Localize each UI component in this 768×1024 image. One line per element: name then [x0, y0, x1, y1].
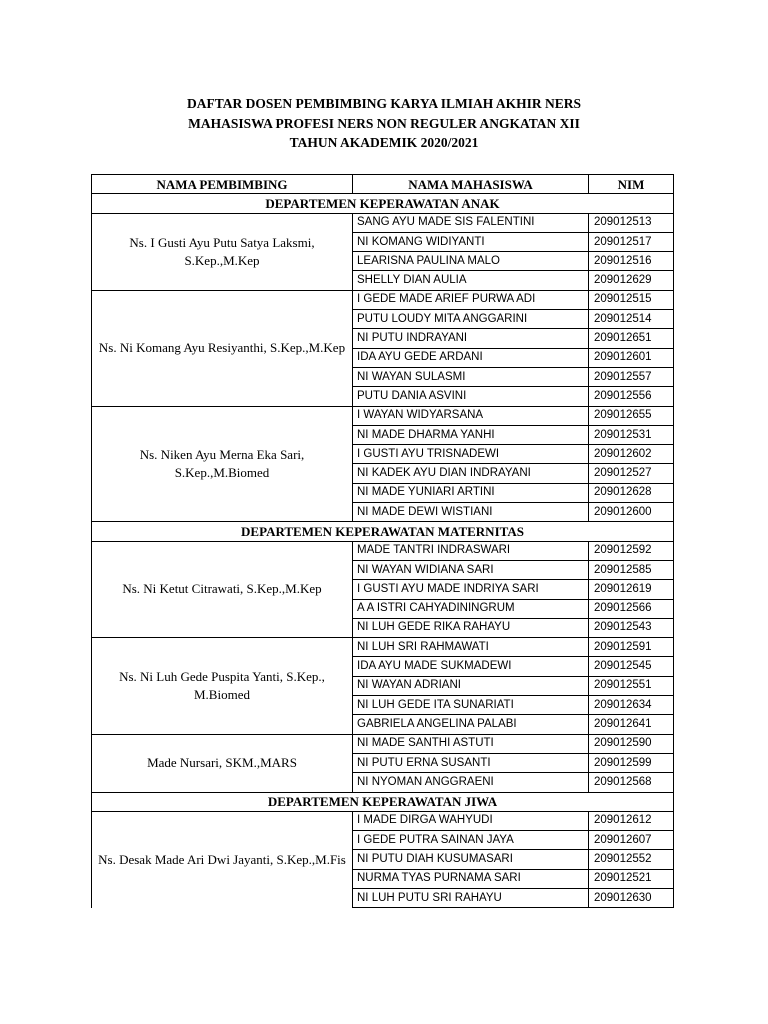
supervisor-name: Ns. I Gusti Ayu Putu Satya Laksmi, S.Kep.,M.Kep: [92, 213, 353, 290]
student-nim: 209012600: [589, 503, 674, 522]
student-name: I MADE DIRGA WAHYUDI: [353, 811, 589, 830]
student-nim: 209012630: [589, 888, 674, 907]
student-nim: 209012599: [589, 753, 674, 772]
student-name: NI PUTU ERNA SUSANTI: [353, 753, 589, 772]
student-name: I GEDE PUTRA SAINAN JAYA: [353, 831, 589, 850]
supervisor-name: Ns. Ni Ketut Citrawati, S.Kep.,M.Kep: [92, 541, 353, 637]
student-nim: 209012601: [589, 348, 674, 367]
student-name: IDA AYU GEDE ARDANI: [353, 348, 589, 367]
student-nim: 209012585: [589, 560, 674, 579]
student-nim: 209012655: [589, 406, 674, 425]
supervisor-name: Ns. Desak Made Ari Dwi Jayanti, S.Kep.,M.Fis: [92, 811, 353, 907]
student-name: NI WAYAN ADRIANI: [353, 676, 589, 695]
table-row: [92, 811, 674, 830]
student-nim: 209012516: [589, 252, 674, 271]
student-nim: 209012607: [589, 831, 674, 850]
student-name: MADE TANTRI INDRASWARI: [353, 541, 589, 560]
student-name: NI PUTU INDRAYANI: [353, 329, 589, 348]
student-nim: 209012527: [589, 464, 674, 483]
table-row: [92, 406, 674, 425]
supervisor-name: Ns. Niken Ayu Merna Eka Sari, S.Kep.,M.Biomed: [92, 406, 353, 522]
student-nim: 209012514: [589, 310, 674, 329]
table-header-row: [92, 175, 674, 194]
table-row: [92, 734, 674, 753]
student-nim: 209012517: [589, 232, 674, 251]
department-row: [92, 792, 674, 811]
header-student: NAMA MAHASISWA: [353, 175, 589, 194]
supervisor-name: Made Nursari, SKM.,MARS: [92, 734, 353, 792]
student-nim: 209012513: [589, 213, 674, 232]
department-name: DEPARTEMEN KEPERAWATAN ANAK: [92, 194, 674, 213]
table-row: [92, 290, 674, 309]
title-line-1: DAFTAR DOSEN PEMBIMBING KARYA ILMIAH AKHIR NERS: [186, 96, 582, 111]
student-nim: 209012619: [589, 580, 674, 599]
student-name: NI MADE YUNIARI ARTINI: [353, 483, 589, 502]
student-nim: 209012591: [589, 638, 674, 657]
supervisor-table: [91, 174, 674, 908]
header-supervisor: NAMA PEMBIMBING: [92, 175, 353, 194]
student-nim: 209012629: [589, 271, 674, 290]
table-body: [92, 194, 674, 908]
student-nim: 209012552: [589, 850, 674, 869]
student-nim: 209012521: [589, 869, 674, 888]
department-name: DEPARTEMEN KEPERAWATAN JIWA: [92, 792, 674, 811]
student-nim: 209012651: [589, 329, 674, 348]
student-name: A A ISTRI CAHYADININGRUM: [353, 599, 589, 618]
student-name: I GEDE MADE ARIEF PURWA ADI: [353, 290, 589, 309]
student-name: NURMA TYAS PURNAMA SARI: [353, 869, 589, 888]
student-name: NI LUH SRI RAHMAWATI: [353, 638, 589, 657]
document-title: [0, 94, 768, 153]
header-nim: NIM: [589, 175, 674, 194]
student-name: SANG AYU MADE SIS FALENTINI: [353, 213, 589, 232]
table-row: [92, 541, 674, 560]
student-nim: 209012568: [589, 773, 674, 792]
student-nim: 209012545: [589, 657, 674, 676]
student-name: IDA AYU MADE SUKMADEWI: [353, 657, 589, 676]
student-name: NI KOMANG WIDIYANTI: [353, 232, 589, 251]
department-row: [92, 522, 674, 541]
student-name: NI WAYAN SULASMI: [353, 367, 589, 386]
student-nim: 209012612: [589, 811, 674, 830]
student-nim: 209012634: [589, 696, 674, 715]
student-name: NI LUH PUTU SRI RAHAYU: [353, 888, 589, 907]
student-name: NI LUH GEDE RIKA RAHAYU: [353, 618, 589, 637]
student-nim: 209012556: [589, 387, 674, 406]
student-name: I WAYAN WIDYARSANA: [353, 406, 589, 425]
student-name: GABRIELA ANGELINA PALABI: [353, 715, 589, 734]
student-name: I GUSTI AYU MADE INDRIYA SARI: [353, 580, 589, 599]
student-name: PUTU DANIA ASVINI: [353, 387, 589, 406]
student-nim: 209012602: [589, 445, 674, 464]
student-name: NI MADE DEWI WISTIANI: [353, 503, 589, 522]
student-nim: 209012531: [589, 425, 674, 444]
table-row: [92, 213, 674, 232]
student-name: SHELLY DIAN AULIA: [353, 271, 589, 290]
student-name: NI KADEK AYU DIAN INDRAYANI: [353, 464, 589, 483]
student-nim: 209012641: [589, 715, 674, 734]
student-nim: 209012551: [589, 676, 674, 695]
title-line-3: TAHUN AKADEMIK 2020/2021: [289, 135, 479, 150]
table-row: [92, 638, 674, 657]
student-nim: 209012590: [589, 734, 674, 753]
student-name: NI WAYAN WIDIANA SARI: [353, 560, 589, 579]
student-name: PUTU LOUDY MITA ANGGARINI: [353, 310, 589, 329]
department-row: [92, 194, 674, 213]
student-name: NI MADE SANTHI ASTUTI: [353, 734, 589, 753]
student-name: NI LUH GEDE ITA SUNARIATI: [353, 696, 589, 715]
student-nim: 209012628: [589, 483, 674, 502]
student-name: I GUSTI AYU TRISNADEWI: [353, 445, 589, 464]
student-nim: 209012543: [589, 618, 674, 637]
student-name: NI PUTU DIAH KUSUMASARI: [353, 850, 589, 869]
student-nim: 209012566: [589, 599, 674, 618]
supervisor-name: Ns. Ni Luh Gede Puspita Yanti, S.Kep., M.Biomed: [92, 638, 353, 734]
student-nim: 209012515: [589, 290, 674, 309]
title-line-2: MAHASISWA PROFESI NERS NON REGULER ANGKATAN XII: [188, 115, 580, 131]
student-name: NI MADE DHARMA YANHI: [353, 425, 589, 444]
department-name: DEPARTEMEN KEPERAWATAN MATERNITAS: [92, 522, 674, 541]
student-nim: 209012592: [589, 541, 674, 560]
student-name: LEARISNA PAULINA MALO: [353, 252, 589, 271]
student-name: NI NYOMAN ANGGRAENI: [353, 773, 589, 792]
supervisor-name: Ns. Ni Komang Ayu Resiyanthi, S.Kep.,M.Kep: [92, 290, 353, 406]
student-nim: 209012557: [589, 367, 674, 386]
